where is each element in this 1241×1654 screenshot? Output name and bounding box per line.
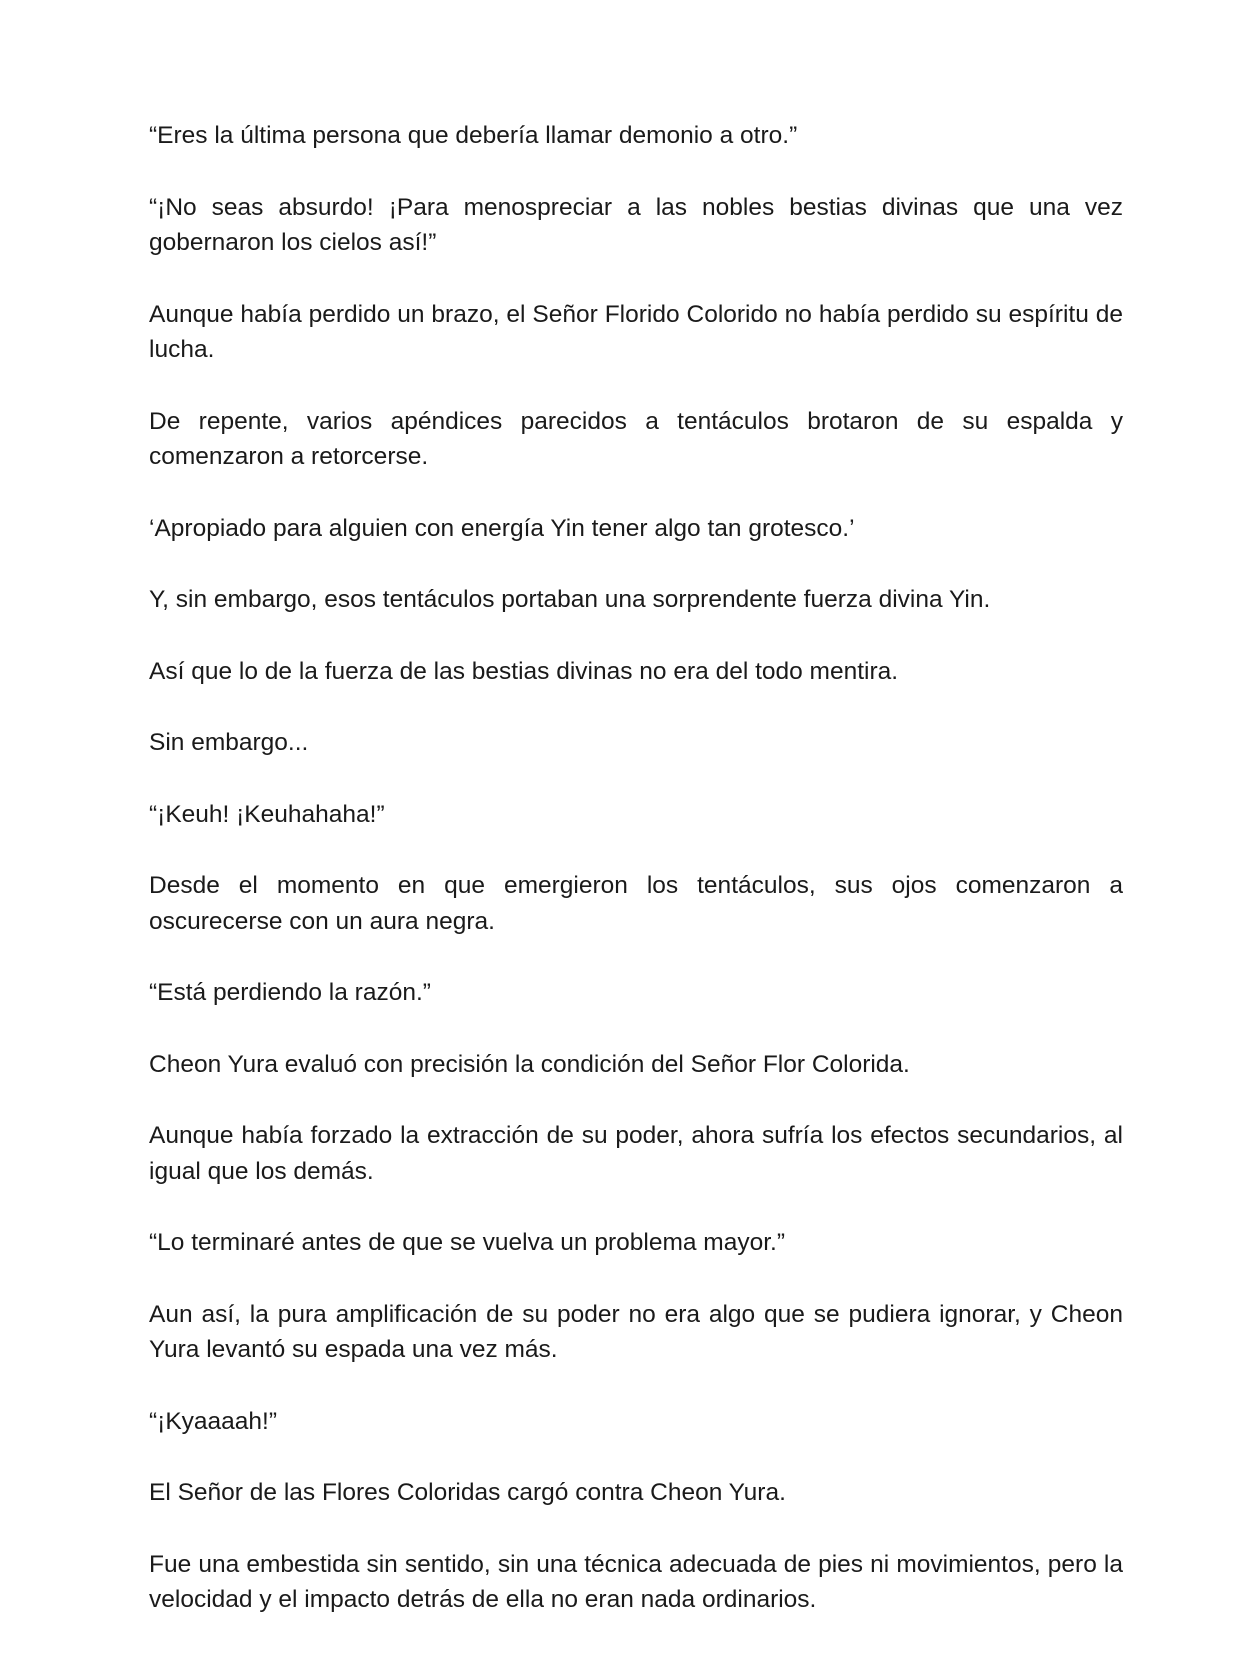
paragraph: “Está perdiendo la razón.” <box>149 979 431 1006</box>
paragraph: De repente, varios apéndices parecidos a tentáculos brotaron de su espalda y comenzaron a retorcerse. <box>149 407 1123 470</box>
paragraph: “Eres la última persona que debería llamar demonio a otro.” <box>149 122 798 149</box>
paragraph: “Lo terminaré antes de que se vuelva un problema mayor.” <box>149 1229 785 1256</box>
paragraph: “¡Kyaaaah!” <box>149 1407 278 1435</box>
paragraph: Aunque había forzado la extracción de su poder, ahora sufría los efectos secundarios, al igual que los demás. <box>149 1122 1123 1185</box>
paragraph: El Señor de las Flores Coloridas cargó contra Cheon Yura. <box>149 1479 786 1506</box>
paragraph: “¡No seas absurdo! ¡Para menospreciar a las nobles bestias divinas que una vez gobernaron los cielos así!” <box>149 193 1123 256</box>
paragraph: Fue una embestida sin sentido, sin una técnica adecuada de pies ni movimientos, pero la velocidad y el impacto detrás de ella no eran nada ordinarios. <box>149 1550 1123 1613</box>
paragraph: Aun así, la pura amplificación de su poder no era algo que se pudiera ignorar, y Cheon Yura levantó su espada una vez más. <box>149 1300 1123 1363</box>
document-body <box>149 118 1123 1654</box>
paragraph: Sin embargo... <box>149 729 309 756</box>
paragraph: Desde el momento en que emergieron los tentáculos, sus ojos comenzaron a oscurecerse con un aura negra. <box>149 872 1123 935</box>
paragraph: Cheon Yura evaluó con precisión la condición del Señor Flor Colorida. <box>149 1050 910 1078</box>
paragraph: Aunque había perdido un brazo, el Señor Florido Colorido no había perdido su espíritu de lucha. <box>149 300 1123 363</box>
paragraph: ‘Apropiado para alguien con energía Yin tener algo tan grotesco.’ <box>149 514 855 542</box>
paragraph: Y, sin embargo, esos tentáculos portaban una sorprendente fuerza divina Yin. <box>149 586 991 613</box>
paragraph: Así que lo de la fuerza de las bestias divinas no era del todo mentira. <box>149 657 899 685</box>
paragraph: “¡Keuh! ¡Keuhahaha!” <box>149 800 385 828</box>
